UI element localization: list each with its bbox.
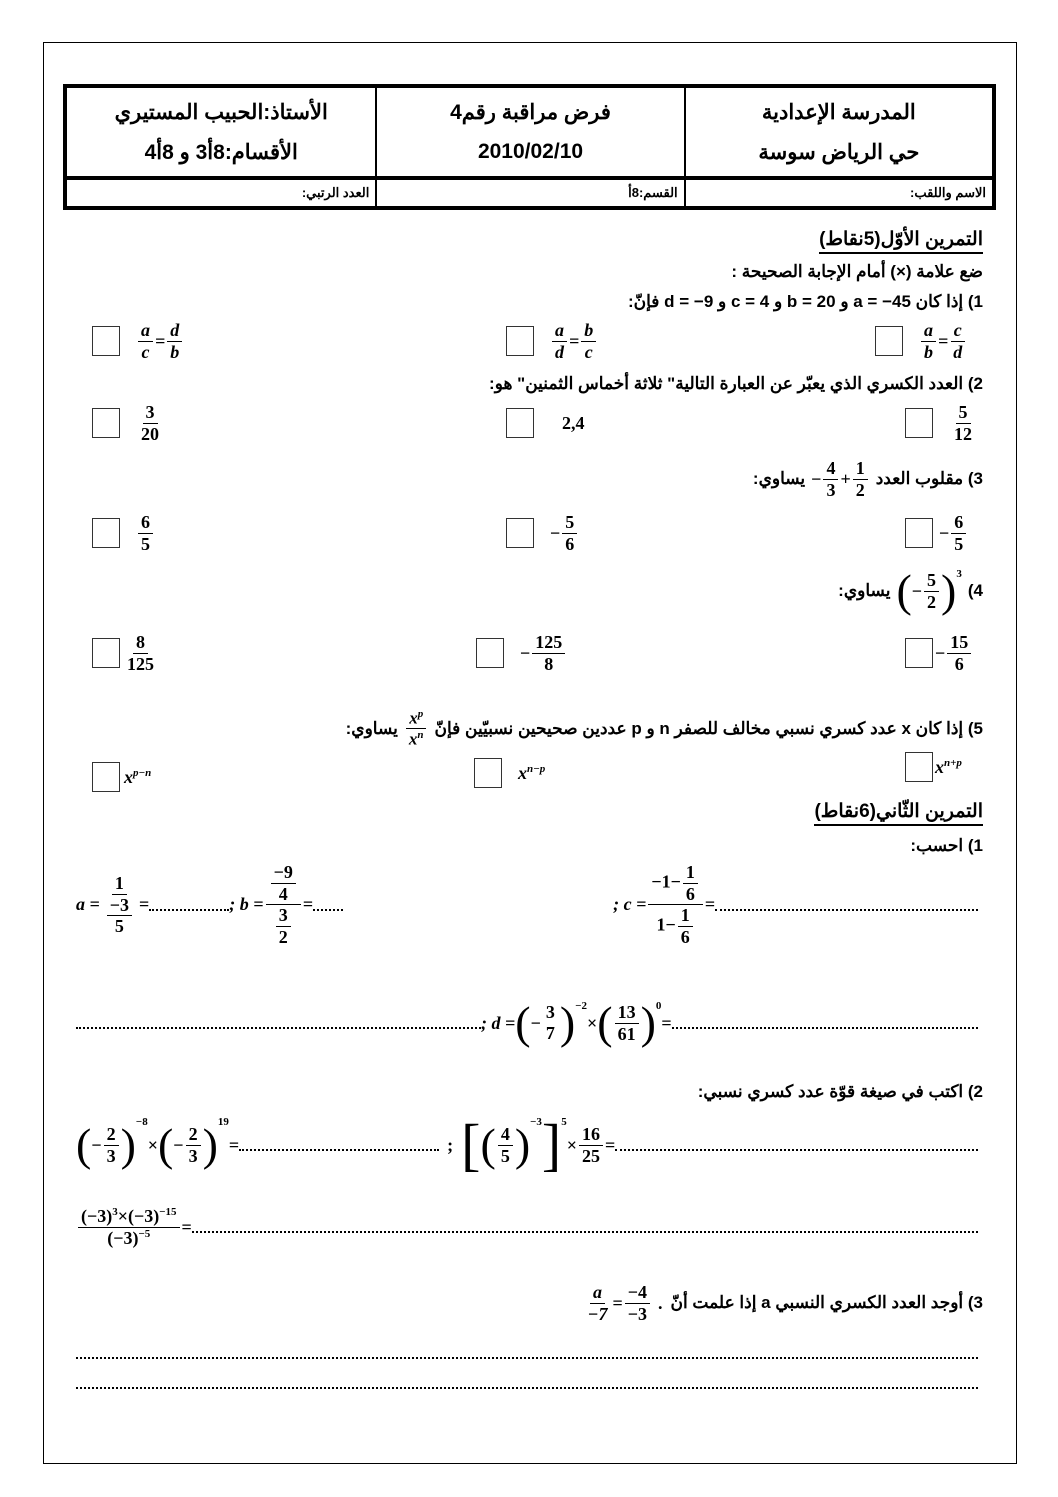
math-text: −3	[107, 895, 132, 917]
fraction	[138, 320, 153, 362]
math-part	[939, 512, 968, 554]
fraction	[498, 1124, 513, 1166]
math-text: =	[612, 1292, 623, 1313]
math-text: ×	[566, 1134, 578, 1155]
answer-line-2[interactable]	[76, 1376, 978, 1394]
math-text: a	[921, 320, 936, 342]
math-text: 5) إذا كان x عدد كسري نسبي مخالف للصفر n و p عددين صحيحين نسبيّين فإنّ	[434, 718, 983, 738]
math-text: −	[911, 580, 923, 601]
math-text: 1	[678, 905, 693, 927]
math-part	[935, 757, 962, 778]
math-text: 5	[562, 512, 577, 534]
fraction	[823, 458, 838, 500]
math-part: )	[514, 1119, 531, 1170]
math-part	[122, 632, 159, 674]
math-text: 125	[127, 653, 154, 674]
math-text: 5	[114, 916, 124, 937]
fraction	[678, 905, 693, 947]
teacher-name: الأستاذ:الحبيب المستيري	[114, 100, 328, 124]
math-text: 5	[141, 533, 150, 554]
math-text: 4)	[967, 581, 983, 600]
fraction	[585, 1282, 611, 1324]
math-text: −3	[627, 1303, 647, 1324]
math-text: x	[408, 729, 418, 749]
math-text: 2,4	[562, 412, 585, 433]
math-text: 6	[685, 883, 695, 904]
math-text: a	[138, 320, 153, 342]
math-text: ; d =	[481, 1012, 516, 1033]
math-text: =	[302, 894, 314, 915]
answer-blank[interactable]	[239, 1139, 439, 1151]
question-5	[346, 708, 983, 749]
q4-option-2[interactable]	[476, 632, 567, 674]
math-part: 3	[545, 1002, 555, 1023]
math-part	[76, 1347, 978, 1359]
fraction	[138, 402, 162, 444]
math-part	[124, 767, 151, 788]
math-text: 1	[112, 873, 127, 895]
q3-option-1[interactable]	[905, 512, 968, 554]
math-text: ×	[117, 1206, 129, 1226]
math-text: −2	[575, 1000, 587, 1012]
fraction	[648, 862, 703, 948]
math-text: ×	[586, 1012, 598, 1033]
math-text: =	[181, 1216, 192, 1237]
math-text: =	[605, 1134, 616, 1155]
math-part: [	[461, 1112, 481, 1177]
math-text: b	[581, 320, 596, 342]
question-4	[838, 565, 983, 616]
math-text: −9	[271, 862, 296, 884]
fraction	[266, 862, 301, 948]
math-text: n	[417, 729, 424, 742]
math-part	[136, 320, 184, 362]
fraction	[853, 458, 868, 500]
math-part	[136, 512, 155, 554]
class-field[interactable]	[375, 180, 683, 206]
math-part: ]	[541, 1112, 562, 1177]
math-text: 8	[544, 653, 554, 674]
math-text: −4	[625, 1282, 650, 1304]
math-text: يساوي:	[752, 469, 806, 489]
ex2-title-text: التمرين الثّاني(6نقاط)	[814, 801, 983, 826]
checkbox[interactable]	[474, 758, 502, 788]
math-text: 1	[683, 862, 698, 884]
power-expr-1-2	[76, 1112, 978, 1177]
math-text: x	[935, 756, 944, 777]
q3-option-3[interactable]	[92, 512, 155, 554]
math-text: 19	[217, 1116, 229, 1128]
answer-blank[interactable]	[149, 899, 229, 911]
q2-option-2[interactable]	[506, 408, 585, 438]
math-text: 3	[143, 402, 158, 424]
answer-blank[interactable]	[615, 1139, 978, 1151]
math-part: (	[896, 565, 912, 616]
exercise-1-title	[819, 228, 983, 251]
math-text: يساوي:	[838, 581, 891, 600]
math-part: )	[559, 997, 576, 1048]
fraction	[124, 632, 157, 674]
math-text: a =	[76, 894, 100, 915]
q1-option-3[interactable]	[92, 320, 184, 362]
math-text: n+p	[944, 756, 962, 769]
checkbox[interactable]	[905, 518, 933, 548]
fraction	[581, 320, 596, 362]
checkbox[interactable]	[506, 518, 534, 548]
fraction	[107, 895, 132, 937]
math-text: −7	[587, 1303, 608, 1324]
math-text: 3) مقلوب العدد	[875, 469, 983, 489]
math-text: .	[657, 1292, 663, 1313]
answer-blank[interactable]	[192, 1221, 978, 1233]
math-text: =	[661, 1012, 672, 1033]
math-text: x	[409, 708, 418, 728]
math-part: −	[91, 1134, 102, 1155]
math-part: )	[120, 1119, 136, 1170]
calc-d: ; d = ( − 3 7 ) $^{-2}$ × ( 13 61 ) $^0$ =	[76, 1000, 978, 1046]
answer-blank[interactable]	[672, 1017, 978, 1029]
math-part	[104, 1228, 153, 1249]
ex1-title-text: التمرين الأوّل(5نقاط)	[819, 229, 983, 254]
school-cell	[684, 88, 992, 180]
exam-header-table	[63, 84, 996, 210]
q1-option-2[interactable]	[506, 320, 598, 362]
math-text: =	[155, 330, 166, 351]
question-2: 2) العدد الكسري الذي يعبّر عن العبارة التالية" ثلاثة أخماس الثمنين" هو:	[489, 374, 983, 393]
math-text: 5	[561, 1116, 567, 1128]
math-part: (	[515, 997, 531, 1048]
math-part	[550, 320, 598, 362]
q4-option-1[interactable]	[905, 632, 973, 674]
math-part	[266, 862, 301, 905]
math-text: 5	[954, 533, 964, 554]
math-text: a	[552, 320, 567, 342]
checkbox[interactable]	[92, 638, 120, 668]
math-text: a	[590, 1282, 605, 1304]
math-text: c	[141, 341, 150, 362]
fraction	[102, 873, 137, 937]
fraction	[276, 905, 291, 947]
math-text: 3	[826, 479, 836, 500]
checkbox[interactable]	[92, 518, 120, 548]
math-part: )	[640, 997, 656, 1048]
math-text: 3	[112, 1206, 118, 1218]
checkbox[interactable]	[506, 326, 534, 356]
exam-title: فرض مراقبة رقم4	[450, 100, 611, 124]
fraction	[406, 708, 427, 749]
checkbox[interactable]	[905, 752, 933, 782]
fraction	[625, 1282, 650, 1324]
math-part: )	[941, 565, 957, 616]
math-text: 3	[956, 568, 962, 580]
q5-option-3[interactable]	[92, 762, 151, 792]
math-part: )	[202, 1119, 218, 1170]
math-text: b	[924, 341, 933, 362]
q2-option-3[interactable]	[92, 402, 164, 444]
math-text: d	[953, 341, 963, 362]
math-text: d	[167, 320, 182, 342]
math-text: c	[951, 320, 965, 342]
math-part	[811, 458, 870, 500]
math-text: x	[124, 766, 133, 787]
number-label: العدد الرتبي:	[301, 185, 370, 200]
math-part	[919, 320, 967, 362]
teacher-cell	[67, 88, 375, 180]
fraction	[951, 512, 966, 554]
q4-option-3[interactable]	[92, 632, 159, 674]
math-text: 13	[615, 1002, 639, 1024]
math-part	[550, 512, 579, 554]
math-text: =	[938, 330, 949, 351]
answer-blank[interactable]	[715, 899, 978, 911]
math-text: 0	[655, 1000, 662, 1012]
math-text: 5	[500, 1145, 510, 1166]
fraction	[271, 862, 296, 904]
math-part: 7	[545, 1023, 555, 1043]
page-border	[43, 42, 1017, 1464]
math-part: −	[173, 1134, 184, 1155]
math-text: (−3)	[128, 1206, 160, 1226]
q5-option-2[interactable]	[474, 758, 545, 788]
checkbox[interactable]	[875, 326, 903, 356]
math-text: 6	[138, 512, 153, 534]
ex2-part-1: 1) احسب:	[910, 836, 983, 855]
exam-date: 2010/02/10	[477, 140, 584, 164]
math-part	[896, 565, 962, 616]
math-text: b	[170, 341, 180, 362]
number-field[interactable]	[67, 180, 375, 206]
math-part	[520, 632, 567, 674]
math-text: +	[840, 468, 851, 489]
class-label: القسم:8أ	[628, 185, 678, 200]
checkbox[interactable]	[905, 638, 933, 668]
math-text: 2	[927, 591, 937, 612]
fraction	[921, 320, 936, 362]
math-part	[518, 763, 545, 784]
math-text: (−3)	[81, 1206, 113, 1226]
math-text: =	[704, 894, 716, 915]
math-part: 2	[186, 1124, 201, 1146]
power-expr-3	[76, 1206, 978, 1248]
math-text: ;	[447, 1134, 454, 1155]
math-text: ×	[147, 1134, 158, 1155]
checkbox[interactable]	[905, 408, 933, 438]
fraction	[951, 402, 975, 444]
math-text: 3	[276, 905, 291, 927]
math-part: 2	[104, 1124, 119, 1146]
fraction	[186, 1124, 201, 1166]
math-text: −	[935, 642, 946, 663]
fraction	[78, 1206, 180, 1248]
name-field[interactable]	[684, 180, 992, 206]
name-label: الاسم واللقب:	[909, 185, 986, 200]
math-part	[76, 1377, 978, 1389]
math-text: 8	[133, 632, 148, 654]
checkbox[interactable]	[92, 326, 120, 356]
q1-option-1[interactable]	[875, 320, 967, 362]
math-text: p−n	[133, 766, 152, 779]
question-3	[753, 458, 983, 500]
ex1-instruction: ضع علامة (×) أمام الإجابة الصحيحة :	[731, 262, 983, 281]
checkbox[interactable]	[92, 762, 120, 792]
q2-option-1[interactable]	[905, 402, 977, 444]
math-part	[406, 708, 426, 729]
math-part: (	[597, 997, 613, 1048]
math-part	[653, 905, 697, 947]
math-text: 16	[579, 1124, 603, 1146]
math-text: x	[518, 762, 527, 783]
math-text: =	[569, 330, 580, 351]
math-part	[935, 632, 973, 674]
classes: الأقسام:8أ3 و 8أ4	[144, 140, 298, 164]
ex2-part-2: 2) اكتب في صيغة قوّة عدد كسري نسبي:	[697, 1082, 983, 1101]
math-text: 6	[565, 533, 575, 554]
math-text: −	[939, 522, 950, 543]
fraction	[104, 1124, 119, 1166]
math-part: (	[76, 1119, 92, 1170]
fraction	[167, 320, 182, 362]
math-text: =	[228, 1134, 240, 1155]
q5-option-1[interactable]	[905, 752, 962, 782]
math-text: ; b =	[229, 894, 264, 915]
math-part	[78, 1206, 180, 1228]
fraction	[532, 632, 565, 674]
math-part	[102, 895, 137, 937]
fraction	[552, 320, 567, 362]
calc-a-b-c	[76, 862, 978, 948]
math-text: 3	[106, 1145, 116, 1166]
fraction	[683, 862, 698, 904]
checkbox[interactable]	[92, 408, 120, 438]
fraction	[138, 512, 153, 554]
math-part: (	[157, 1119, 174, 1170]
math-part	[648, 862, 703, 905]
math-text: 6	[951, 512, 966, 534]
fraction	[615, 1002, 639, 1044]
ex2-part-3	[583, 1282, 983, 1324]
math-text: 4	[498, 1124, 513, 1146]
school-name: المدرسة الإعدادية	[761, 100, 916, 124]
answer-blank[interactable]	[313, 899, 343, 911]
math-text: يساوي:	[345, 718, 398, 738]
math-text: ; c =	[613, 894, 647, 915]
math-part: (	[480, 1119, 496, 1170]
math-text: 2	[855, 479, 865, 500]
math-text: 2	[278, 927, 288, 948]
math-text: n−p	[527, 762, 546, 775]
math-text: −3	[530, 1116, 542, 1128]
math-text: −5	[138, 1227, 151, 1240]
math-text: 20	[141, 423, 159, 444]
math-text: 125	[532, 632, 565, 654]
exercise-2-title	[814, 800, 983, 823]
fraction	[562, 512, 577, 554]
fraction	[950, 320, 965, 362]
math-text: 3	[188, 1145, 198, 1166]
math-text: 12	[954, 423, 972, 444]
math-text: 1	[853, 458, 868, 480]
math-text: (−3)	[107, 1227, 139, 1248]
math-text: 6	[954, 653, 964, 674]
checkbox[interactable]	[506, 408, 534, 438]
math-part	[583, 1282, 663, 1324]
math-text: −8	[135, 1116, 148, 1128]
fraction	[924, 570, 939, 612]
math-text: −15	[159, 1206, 177, 1218]
fraction	[579, 1124, 603, 1166]
q3-option-2[interactable]	[506, 512, 579, 554]
math-text: 15	[947, 632, 971, 654]
math-text: −	[811, 468, 822, 489]
math-text: −	[520, 642, 531, 663]
math-text: c	[584, 341, 593, 362]
math-text: 6	[680, 927, 690, 948]
math-text: −	[550, 522, 561, 543]
school-location: حي الرياض سوسة	[758, 140, 920, 164]
answer-blank[interactable]	[76, 1017, 481, 1029]
math-text: −1−	[651, 871, 681, 892]
exam-cell	[375, 88, 683, 180]
math-text: 25	[582, 1145, 601, 1166]
math-text: 5	[956, 402, 971, 424]
math-text: 4	[823, 458, 838, 480]
math-text: p	[417, 708, 424, 720]
math-text: =	[139, 894, 150, 915]
math-text: 61	[617, 1023, 636, 1044]
question-1: 1) إذا كان a = −45 و b = 20 و c = 4 و d = −9 فإنّ:	[627, 292, 983, 311]
answer-line-1[interactable]	[76, 1346, 978, 1364]
fraction	[543, 1002, 558, 1043]
math-part	[406, 729, 427, 749]
checkbox[interactable]	[476, 638, 504, 668]
math-text: 1−	[656, 914, 676, 935]
math-text: 4	[278, 883, 288, 904]
math-part	[271, 905, 296, 947]
math-text: 5	[924, 570, 939, 592]
fraction	[947, 632, 971, 674]
math-text: d	[555, 341, 564, 362]
math-text: 3) أوجد العدد الكسري النسبي a إذا علمت أنّ	[670, 1293, 983, 1313]
